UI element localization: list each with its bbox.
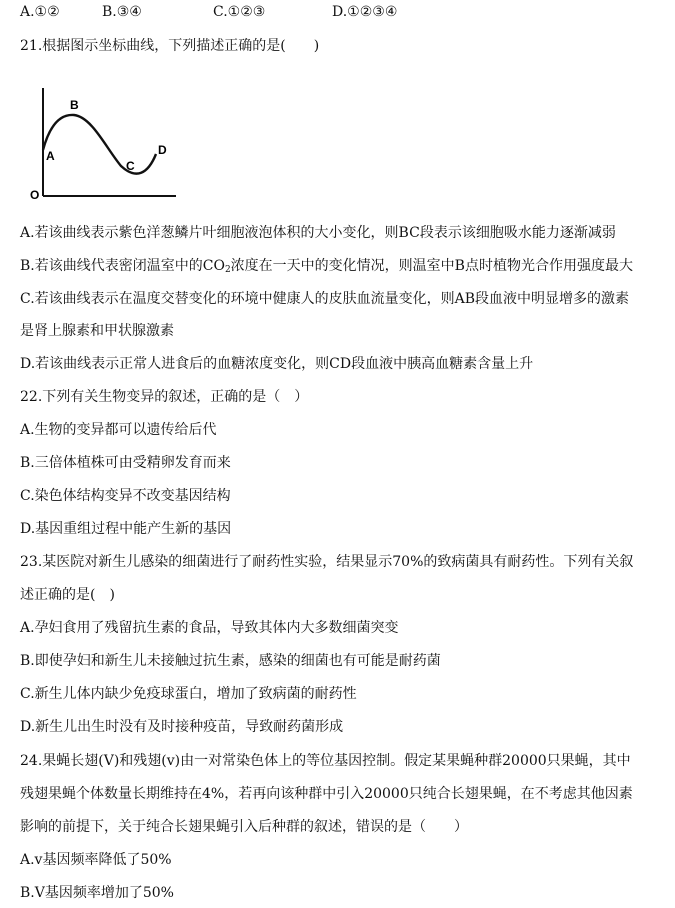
question-22-option-a: A.生物的变异都可以遗传给后代 (20, 422, 217, 438)
point-label-c: C (126, 159, 135, 173)
question-23-option-d: D.新生儿出生时没有及时接种疫苗，导致耐药菌形成 (20, 719, 344, 735)
question-23-option-b: B.即使孕妇和新生儿未接触过抗生素，感染的细菌也有可能是耐药菌 (20, 653, 441, 669)
question-24-stem: 24.果蝇长翅(V)和残翅(v)由一对常染色体上的等位基因控制。假定某果蝇种群20000只果蝇，其中 (20, 753, 631, 769)
question-23-option-a: A.孕妇食用了残留抗生素的食品，导致其体内大多数细菌突变 (20, 620, 399, 636)
question-24-option-b: B.V基因频率增加了50% (20, 885, 174, 901)
option-c: C.①②③ (213, 4, 266, 20)
option-a: A.①② (20, 4, 60, 20)
question-23-option-c: C.新生儿体内缺少免疫球蛋白，增加了致病菌的耐药性 (20, 686, 357, 702)
question-24-stem-cont: 残翅果蝇个体数量长期维持在4%，若再向该种群中引入20000只纯合长翅果蝇，在不考虑其他因素 (20, 786, 633, 802)
question-21-stem: 21.根据图示坐标曲线，下列描述正确的是( ) (20, 38, 320, 54)
option-b: B.③④ (102, 4, 142, 20)
question-22-option-b: B.三倍体植株可由受精卵发育而来 (20, 455, 231, 471)
question-22-option-d: D.基因重组过程中能产生新的基因 (20, 521, 232, 537)
curve (43, 115, 156, 174)
coordinate-curve-figure (26, 88, 176, 200)
point-label-b: B (70, 98, 79, 112)
question-22-option-c: C.染色体结构变异不改变基因结构 (20, 488, 231, 504)
question-23-stem-cont: 述正确的是( ) (20, 587, 115, 603)
question-24-stem-cont-2: 影响的前提下，关于纯合长翅果蝇引入后种群的叙述，错误的是（ ） (20, 819, 468, 835)
question-21-option-a: A.若该曲线表示紫色洋葱鳞片叶细胞液泡体积的大小变化，则BC段表示该细胞吸水能力逐渐减弱 (20, 225, 616, 241)
question-21-option-d: D.若该曲线表示正常人进食后的血糖浓度变化，则CD段血液中胰高血糖素含量上升 (20, 356, 534, 372)
origin-label: O (30, 188, 40, 200)
question-21-option-c: C.若该曲线表示在温度交替变化的环境中健康人的皮肤血流量变化，则AB段血液中明显增多的激素 (20, 291, 630, 307)
question-23-stem: 23.某医院对新生儿感染的细菌进行了耐药性实验，结果显示70%的致病菌具有耐药性。下列有关叙 (20, 554, 634, 570)
point-label-d: D (158, 143, 167, 157)
question-21-option-c-cont: 是肾上腺素和甲状腺激素 (20, 323, 174, 339)
previous-question-options (20, 4, 660, 24)
question-22-stem: 22.下列有关生物变异的叙述，正确的是（ ） (20, 389, 309, 405)
question-21-option-b: B.若该曲线代表密闭温室中的$CO_2$浓度在一天中的变化情况，则温室中B点时植物光合作用强度最大 (20, 258, 633, 275)
option-d: D.①②③④ (332, 4, 398, 20)
question-24-option-a: A.v基因频率降低了50% (20, 852, 172, 868)
point-label-a: A (46, 149, 55, 163)
